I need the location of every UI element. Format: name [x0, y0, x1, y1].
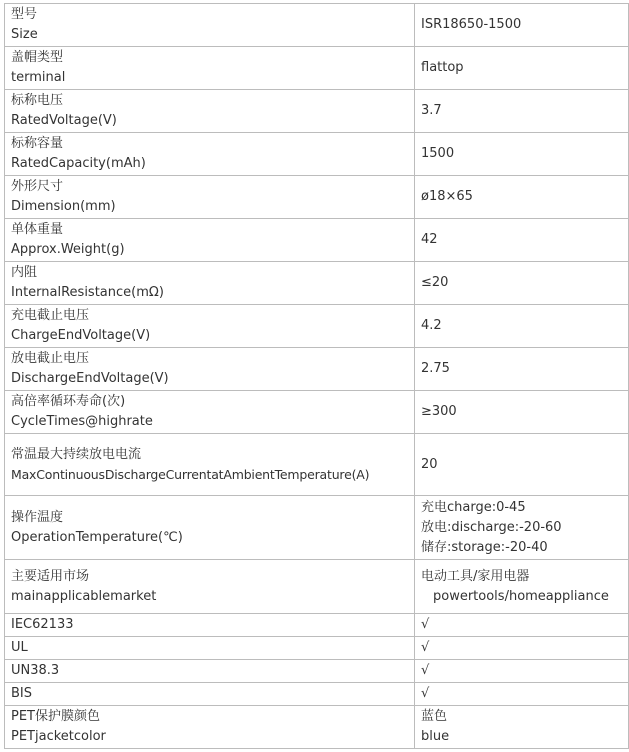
table-row [5, 47, 629, 90]
value-cell [415, 262, 629, 305]
value-cell [415, 219, 629, 262]
param-name-en: DischargeEndVoltage(V) [11, 371, 169, 386]
param-cell [5, 637, 415, 660]
param-cell [5, 706, 415, 749]
param-cell [5, 560, 415, 614]
param-cell [5, 219, 415, 262]
param-value: blue [421, 729, 450, 744]
param-name-en: OperationTemperature(℃) [11, 529, 183, 545]
param-value: powertools/homeappliance [433, 588, 609, 604]
param-name-zh: 外形尺寸 [11, 179, 64, 194]
table-row [5, 560, 629, 614]
param-cell [5, 496, 415, 560]
param-value: ≤20 [421, 275, 449, 290]
table-row [5, 706, 629, 749]
param-value: 储存:storage:-20-40 [421, 539, 548, 555]
table-row [5, 305, 629, 348]
param-value: 电动工具/家用电器 [421, 568, 530, 584]
param-name-zh: 常温最大持续放电电流 [11, 446, 142, 462]
value-cell [415, 660, 629, 683]
table-row [5, 660, 629, 683]
param-name-zh: 标称电压 [11, 93, 64, 108]
param-name: UL [11, 640, 28, 655]
param-cell [5, 660, 415, 683]
value-cell [415, 614, 629, 637]
param-value: ≥300 [421, 404, 457, 419]
param-name-en: InternalResistance(mΩ) [11, 285, 164, 300]
param-name-en: ChargeEndVoltage(V) [11, 328, 151, 343]
param-name-en: PETjacketcolor [11, 729, 106, 744]
param-value: 充电charge:0-45 [421, 499, 526, 515]
table-row [5, 348, 629, 391]
check-mark: √ [421, 686, 430, 701]
param-value: 1500 [421, 146, 455, 161]
param-name-zh: PET保护膜颜色 [11, 709, 100, 724]
value-cell [415, 434, 629, 496]
value-cell [415, 391, 629, 434]
param-name-en: MaxContinuousDischargeCurrentatAmbientTemperature(A) [11, 466, 370, 482]
param-name-zh: 盖帽类型 [11, 50, 64, 65]
param-cell [5, 614, 415, 637]
table-row [5, 176, 629, 219]
param-name: BIS [11, 686, 33, 701]
param-name: UN38.3 [11, 663, 60, 678]
table-row [5, 391, 629, 434]
param-name-zh: 内阻 [11, 265, 38, 280]
value-cell [415, 176, 629, 219]
param-name-zh: 高倍率循环寿命(次) [11, 394, 126, 409]
param-name-en: terminal [11, 70, 66, 85]
param-value: 2.75 [421, 361, 450, 376]
value-cell [415, 637, 629, 660]
check-mark: √ [421, 617, 430, 632]
check-mark: √ [421, 640, 430, 655]
table-row [5, 434, 629, 496]
param-value: 4.2 [421, 318, 442, 333]
param-name-en: RatedVoltage(V) [11, 113, 117, 128]
table-row [5, 133, 629, 176]
param-cell [5, 176, 415, 219]
table-row [5, 4, 629, 47]
param-name-en: Dimension(mm) [11, 199, 116, 214]
param-cell [5, 348, 415, 391]
param-name-zh: 型号 [11, 7, 38, 22]
value-cell [415, 4, 629, 47]
table-row [5, 614, 629, 637]
param-name-en: Approx.Weight(g) [11, 242, 125, 257]
value-cell [415, 47, 629, 90]
param-value: 3.7 [421, 103, 442, 118]
table-row [5, 219, 629, 262]
param-value: 42 [421, 232, 438, 247]
value-cell [415, 683, 629, 706]
param-name-zh: 放电截止电压 [11, 351, 90, 366]
param-cell [5, 434, 415, 496]
value-cell [415, 706, 629, 749]
value-cell [415, 133, 629, 176]
param-name-en: RatedCapacity(mAh) [11, 156, 146, 171]
param-name-zh: 操作温度 [11, 509, 64, 525]
value-cell [415, 560, 629, 614]
param-name-zh: 主要适用市场 [11, 568, 90, 584]
param-value: flattop [421, 60, 464, 75]
param-name-zh: 充电截止电压 [11, 308, 90, 323]
param-cell [5, 47, 415, 90]
value-cell [415, 496, 629, 560]
param-cell [5, 90, 415, 133]
param-name-zh: 标称容量 [11, 136, 64, 151]
param-value: ø18×65 [421, 189, 473, 204]
param-name-en: mainapplicablemarket [11, 588, 157, 604]
table-row [5, 496, 629, 560]
param-value: ISR18650-1500 [421, 17, 522, 32]
param-cell [5, 305, 415, 348]
table-row [5, 683, 629, 706]
param-name-zh: 单体重量 [11, 222, 64, 237]
table-row [5, 90, 629, 133]
table-row [5, 262, 629, 305]
value-cell [415, 348, 629, 391]
param-value: 20 [421, 456, 438, 472]
param-cell [5, 391, 415, 434]
param-cell [5, 4, 415, 47]
param-name: IEC62133 [11, 617, 74, 632]
param-value: 蓝色 [421, 709, 448, 724]
param-cell [5, 683, 415, 706]
battery-spec-table [4, 3, 629, 749]
param-name-en: Size [11, 27, 38, 42]
param-cell [5, 262, 415, 305]
value-cell [415, 305, 629, 348]
param-name-en: CycleTimes@highrate [11, 414, 153, 429]
table-row [5, 637, 629, 660]
value-cell [415, 90, 629, 133]
param-cell [5, 133, 415, 176]
check-mark: √ [421, 663, 430, 678]
param-value: 放电:discharge:-20-60 [421, 519, 562, 535]
